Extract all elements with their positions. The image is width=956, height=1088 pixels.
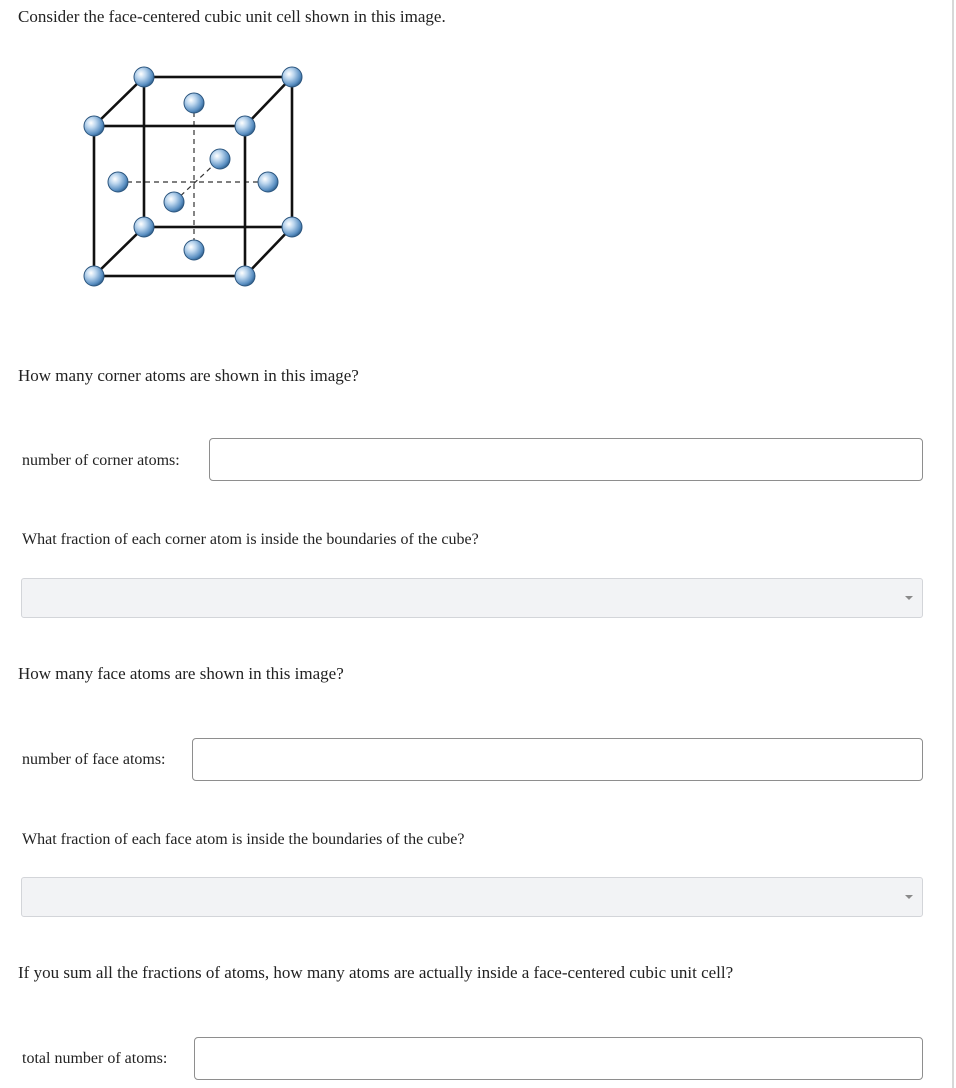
question-face-atoms: How many face atoms are shown in this image?: [18, 664, 344, 683]
face-atom: [210, 149, 230, 169]
corner-atom: [84, 116, 104, 136]
face-fraction-dropdown[interactable]: [21, 877, 923, 917]
corner-atoms-input[interactable]: [209, 438, 923, 481]
question-corner-fraction: What fraction of each corner atom is inside the boundaries of the cube?: [22, 531, 479, 548]
face-atom: [258, 172, 278, 192]
face-atoms-input[interactable]: [192, 738, 923, 781]
corner-fraction-dropdown[interactable]: [21, 578, 923, 618]
total-atoms-label: total number of atoms:: [22, 1050, 168, 1067]
question-face-fraction: What fraction of each face atom is inside the boundaries of the cube?: [22, 831, 465, 848]
intro-text: Consider the face-centered cubic unit cell shown in this image.: [18, 7, 446, 26]
face-atom: [108, 172, 128, 192]
total-atoms-input[interactable]: [194, 1037, 923, 1080]
corner-atoms-label: number of corner atoms:: [22, 452, 180, 469]
question-corner-atoms: How many corner atoms are shown in this image?: [18, 366, 359, 385]
fcc-unit-cell-figure: [70, 55, 320, 305]
corner-atom: [282, 217, 302, 237]
face-atom: [164, 192, 184, 212]
face-atoms-label: number of face atoms:: [22, 751, 166, 768]
chevron-down-icon: [905, 895, 913, 899]
chevron-down-icon: [905, 596, 913, 600]
corner-atom: [134, 217, 154, 237]
corner-atom: [235, 266, 255, 286]
corner-atom: [282, 67, 302, 87]
face-atom: [184, 240, 204, 260]
corner-atom: [84, 266, 104, 286]
question-total-atoms: If you sum all the fractions of atoms, how many atoms are actually inside a face-centered cubic unit cell?: [18, 963, 734, 982]
corner-atom: [235, 116, 255, 136]
face-atom: [184, 93, 204, 113]
corner-atom: [134, 67, 154, 87]
